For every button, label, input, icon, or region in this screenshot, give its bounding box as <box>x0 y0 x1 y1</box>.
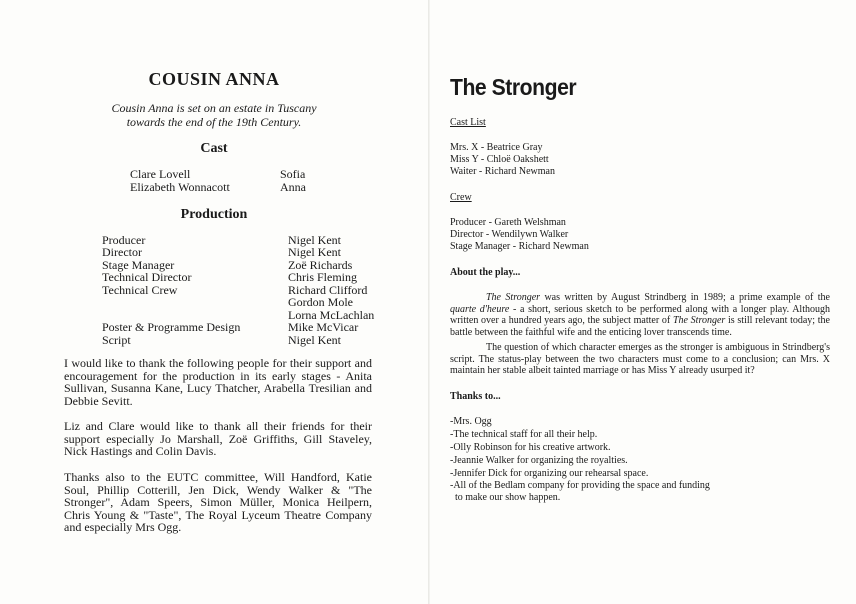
cast-line-2: Miss Y - Chloë Oakshett <box>450 154 549 165</box>
thanks-paragraph-3: Thanks also to the EUTC committee, Will Handford, Katie Soul, Phillip Cotterill, Jen Dick, Wendy Walker & "The Stronger", Adam Speers, Simon Müller, Monica Heilpern, Chris Young & "Taste", The Royal Lyceum Theatre Company and especially Mrs Ogg. <box>64 470 372 534</box>
cast-line-1: Mrs. X - Beatrice Gray <box>450 142 543 153</box>
production-role-3: Stage Manager <box>102 258 175 272</box>
thanks-item-2: -The technical staff for all their help. <box>450 429 598 440</box>
thanks-item-6: -All of the Bedlam company for providing the space and funding <box>450 480 710 491</box>
play-title-ref-2: The Stronger <box>672 315 726 326</box>
thanks-heading: Thanks to... <box>450 391 501 402</box>
production-role-1: Producer <box>102 233 146 247</box>
about-paragraph-2: The question of which character emerges as the stronger is ambiguous in Strindberg's script. The status-play between the two characters must come to a conclusion; can Mrs. X maintain her stable albeit tainted marriage or has Miss Y already usurped it? <box>450 342 830 376</box>
cast-list-heading: Cast List <box>450 117 486 128</box>
production-name-9: Nigel Kent <box>288 333 341 347</box>
thanks-item-3: -Olly Robinson for his creative artwork. <box>450 442 611 453</box>
production-name-1: Nigel Kent <box>288 233 341 247</box>
thanks-paragraph-2: Liz and Clare would like to thank all their friends for their support especially Jo Marshall, Zoë Griffiths, Gill Staveley, Nick Hastings and Colin Davis. <box>64 419 372 458</box>
crew-line-1: Producer - Gareth Welshman <box>450 217 566 228</box>
thanks-item-5: -Jennifer Dick for organizing our rehearsal space. <box>450 468 649 479</box>
thanks-item-7: to make our show happen. <box>450 492 561 503</box>
subtitle-line-1: Cousin Anna is set on an estate in Tuscany <box>111 101 317 115</box>
production-name-5: Richard Clifford <box>288 283 368 297</box>
crew-heading: Crew <box>450 192 472 203</box>
crew-line-3: Stage Manager - Richard Newman <box>450 241 589 252</box>
about-heading: About the play... <box>450 267 521 278</box>
production-name-8: Mike McVicar <box>288 320 359 334</box>
quarte-dheure-term: quarte d'heure <box>450 303 510 315</box>
subtitle-line-2: towards the end of the 19th Century. <box>126 115 302 129</box>
thanks-item-1: -Mrs. Ogg <box>450 416 492 427</box>
thanks-item-4: -Jeannie Walker for organizing the royalties. <box>450 455 628 466</box>
production-role-8: Poster & Programme Design <box>102 320 241 334</box>
production-role-2: Director <box>102 245 142 259</box>
cast-actor-2: Elizabeth Wonnacott <box>130 180 230 194</box>
the-stronger-title: The Stronger <box>450 74 577 100</box>
production-name-7: Lorna McLachlan <box>288 308 375 322</box>
thanks-paragraph-1: I would like to thank the following people for their support and encouragement for the production in its early stages - Anita Sullivan, Susanna Kane, Lucy Thatcher, Arabella Tresilian and Debbie Sevitt. <box>64 356 372 408</box>
production-role-5: Technical Crew <box>102 283 178 297</box>
right-page <box>430 0 856 604</box>
cast-heading: Cast <box>200 141 228 156</box>
cousin-anna-title: COUSIN ANNA <box>148 69 280 89</box>
cast-role-2: Anna <box>280 180 306 194</box>
cast-actor-1: Clare Lovell <box>130 167 191 181</box>
production-role-9: Script <box>102 333 131 347</box>
crew-line-2: Director - Wendilywn Walker <box>450 229 569 240</box>
cousin-anna-subtitle <box>0 101 428 129</box>
about-paragraph-1 <box>450 292 830 338</box>
play-title-ref-1: The Stronger <box>486 292 541 303</box>
production-name-2: Nigel Kent <box>288 245 341 259</box>
production-role-4: Technical Director <box>102 270 192 284</box>
cast-role-1: Sofia <box>280 167 306 181</box>
production-heading: Production <box>180 207 248 222</box>
production-name-6: Gordon Mole <box>288 295 353 309</box>
about-p1-part-a: was written by August Strindberg in 1989; a prime example of the <box>540 292 830 303</box>
production-name-4: Chris Fleming <box>288 270 358 284</box>
production-name-3: Zoë Richards <box>288 258 353 272</box>
about-p1-part-c: is still relevant today; the battle between the faithful wife and the enticing lover transcends time. <box>450 315 830 338</box>
cast-line-3: Waiter - Richard Newman <box>450 166 555 177</box>
about-p1-part-b: - a short, serious sketch to be performed along with a longer play. Although written over a hundred years ago, the subject matter of <box>450 303 830 326</box>
